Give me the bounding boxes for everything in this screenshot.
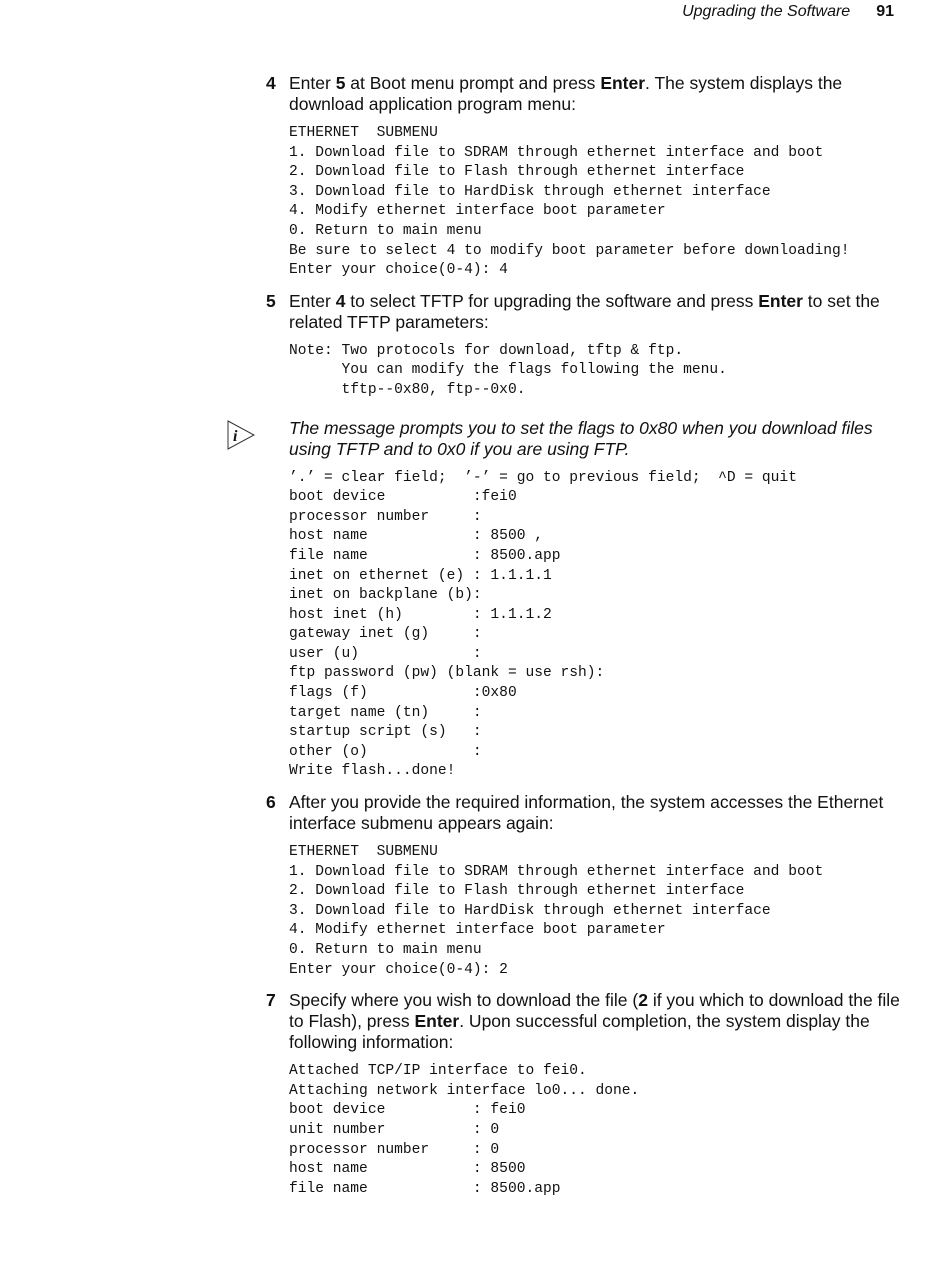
step-5	[266, 291, 916, 333]
step-6	[266, 792, 916, 834]
text-run: if you which to download the file to Flash), press	[289, 990, 900, 1032]
step-text	[289, 291, 916, 333]
text-run: . Upon successful completion, the system display the following information:	[289, 1011, 870, 1053]
step-text	[289, 990, 916, 1053]
info-note	[233, 417, 916, 460]
info-note-text: The message prompts you to set the flags to 0x80 when you download files using TFTP and to 0x0 if you are using FTP.	[289, 417, 873, 459]
step-text	[289, 73, 916, 115]
step-7	[266, 990, 916, 1053]
step-text	[289, 792, 916, 834]
text-run: to set the related TFTP parameters:	[289, 290, 880, 332]
svg-text:i: i	[233, 427, 238, 445]
bold-run: Enter	[414, 1011, 460, 1032]
text-run: Specify where you wish to download the file (	[289, 990, 639, 1011]
page-number: 91	[876, 3, 894, 20]
text-run: After you provide the required information, the system accesses the Ethernet interface submenu appears again:	[289, 792, 884, 834]
text-run: to select TFTP for upgrading the software and press	[345, 290, 759, 311]
text-run: at Boot menu prompt and press	[345, 73, 601, 93]
ethernet-submenu-block: ETHERNET SUBMENU 1. Download file to SDRAM through ethernet interface and boot 2. Download file to Flash through ethernet interface 3. Download file to HardDisk through ethernet interface 4. Modify ethernet interface boot parameter 0. Return to main menu Be sure to select 4 to modify boot parameter before downloading! Enter your choice(0-4): 4	[289, 125, 850, 279]
download-result-block: Attached TCP/IP interface to fei0. Attaching network interface lo0... done. boot device : fei0 unit number : 0 processor number : 0 host name : 8500 file name : 8500.app	[289, 1063, 640, 1197]
bold-run: 2	[638, 990, 648, 1011]
step-number: 7	[266, 990, 276, 1011]
text-run: Enter	[289, 290, 336, 311]
bold-run: Enter	[600, 73, 646, 93]
info-icon	[226, 420, 256, 450]
protocol-note-block: Note: Two protocols for download, tftp & ftp. You can modify the flags following the menu. tftp--0x80, ftp--0x0.	[289, 342, 727, 398]
step-4	[266, 73, 916, 115]
step-number: 4	[266, 73, 276, 93]
ethernet-submenu-block-2: ETHERNET SUBMENU 1. Download file to SDRAM through ethernet interface and boot 2. Download file to Flash through ethernet interface 3. Download file to HardDisk through ethernet interface 4. Modify ethernet interface boot parameter 0. Return to main menu Enter your choice(0-4): 2	[289, 844, 824, 978]
step-number: 6	[266, 792, 276, 813]
bold-run: 4	[335, 290, 346, 311]
header-title: Upgrading the Software	[682, 3, 851, 20]
text-run: Enter	[289, 73, 336, 93]
running-header	[682, 3, 894, 25]
bold-run: 5	[335, 73, 346, 93]
page-content	[233, 73, 916, 1199]
text-run: . The system displays the download application program menu:	[289, 73, 843, 114]
step-number: 5	[266, 290, 276, 311]
bold-run: Enter	[758, 290, 803, 311]
boot-parameters-block: ’.’ = clear field; ’-’ = go to previous field; ^D = quit boot device :fei0 processor number : host name : 8500 , file name : 8500.app inet on ethernet (e) : 1.1.1.1 inet on backplane (b): host inet (h) : 1.1.1.2 gateway inet (g) : user (u) : ftp password (pw) (blank = use rsh): flags (f) :0x80 target name (tn) : startup script (s) : other (o) : Write flash...done!	[289, 469, 797, 780]
